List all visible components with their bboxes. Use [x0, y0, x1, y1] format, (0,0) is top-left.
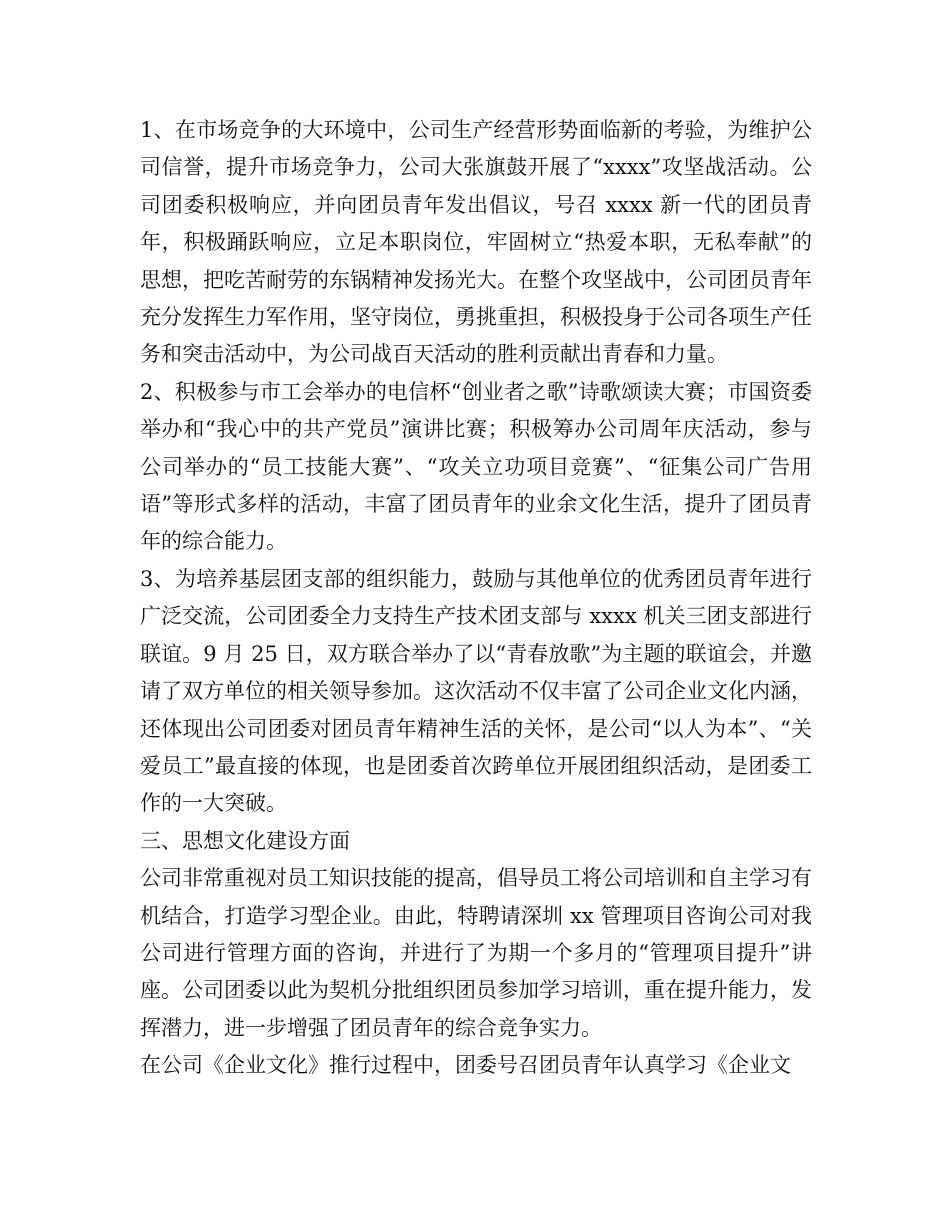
paragraph-5: 在公司《企业文化》推行过程中，团委号召团员青年认真学习《企业文: [140, 1053, 791, 1078]
paragraph-3: 3、为培养基层团支部的组织能力，鼓励与其他单位的优秀团员青年进行广泛交流，公司团委全力支持生产技术团支部与 xxxx 机关三团支部进行联谊。9 月 25 日，双方联合举办了以“青春放歌”为主题的联谊会，并邀请了双方单位的相关领导参加。这次活动不仅丰富了公司企业文化内涵，还体现出公司团委对团员青年精神生活的关怀，是公司“以人为本”、“关爱员工”最直接的体现，也是团委首次跨单位开展团组织活动，是团委工作的一大突破。: [140, 566, 812, 816]
paragraph-4: 公司非常重视对员工知识技能的提高，倡导员工将公司培训和自主学习有机结合，打造学习型企业。由此，特聘请深圳 xx 管理项目咨询公司对我公司进行管理方面的咨询，并进行了为期一个多月的“管理项目提升”讲座。公司团委以此为契机分批组织团员参加学习培训，重在提升能力，发挥潜力，进一步增强了团员青年的综合竞争实力。: [140, 866, 812, 1040]
paragraph-2: 2、积极参与市工会举办的电信杯“创业者之歌”诗歌颂读大赛；市国资委举办和“我心中的共产党员”演讲比赛；积极筹办公司周年庆活动，参与公司举办的“员工技能大赛”、“攻关立功项目竞赛”、“征集公司广告用语”等形式多样的活动，丰富了团员青年的业余文化生活，提升了团员青年的综合能力。: [140, 379, 812, 554]
paragraph-1: 1、在市场竞争的大环境中，公司生产经营形势面临新的考验，为维护公司信誉，提升市场竞争力，公司大张旗鼓开展了“xxxx”攻坚战活动。公司团委积极响应，并向团员青年发出倡议，号召 xxxx 新一代的团员青年，积极踊跃响应，立足本职岗位，牢固树立“热爱本职，无私奉献”的思想，把吃苦耐劳的东锅精神发扬光大。在整个攻坚战中，公司团员青年充分发挥生力军作用，坚守岗位，勇挑重担，积极投身于公司各项生产任务和突击活动中，为公司战百天活动的胜利贡献出青春和力量。: [140, 118, 812, 367]
section-heading: 三、思想文化建设方面: [140, 828, 350, 853]
document-body: [140, 112, 812, 1085]
